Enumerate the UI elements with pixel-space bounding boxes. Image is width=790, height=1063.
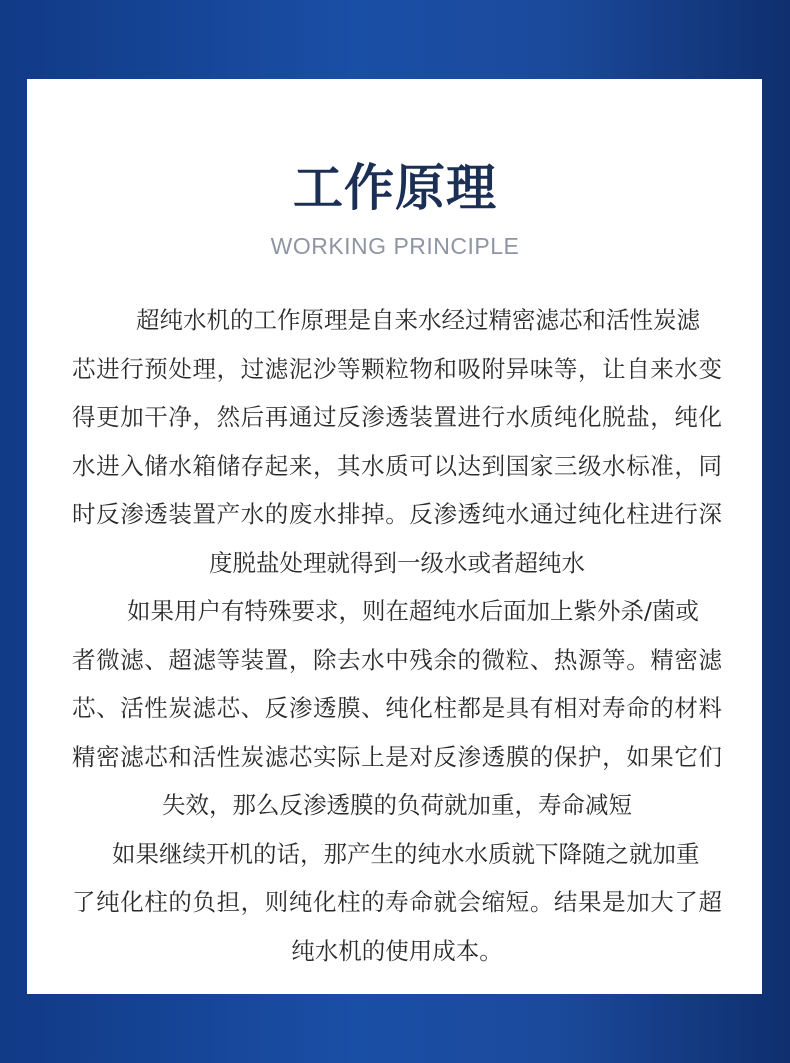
- paragraph-principle: [72, 296, 722, 587]
- text-line: 了纯化柱的负担，则纯化柱的寿命就会缩短。结果是加大了超: [72, 888, 722, 916]
- text-line: 得更加干净，然后再通过反渗透装置进行水质纯化脱盐，纯化: [72, 403, 722, 431]
- page-subtitle: WORKING PRINCIPLE: [270, 233, 520, 259]
- text-line: 芯、活性炭滤芯、反渗透膜、纯化柱都是具有相对寿命的材料: [72, 694, 722, 722]
- page-title: 工作原理: [293, 159, 497, 217]
- text-line: 如果用户有特殊要求，则在超纯水后面加上紫外杀/菌或: [127, 597, 699, 625]
- text-line: 精密滤芯和活性炭滤芯实际上是对反渗透膜的保护，如果它们: [72, 742, 722, 771]
- text-line: 如果继续开机的话，那产生的纯水水质就下降随之就加重: [112, 839, 700, 868]
- text-line: 纯水机的使用成本。: [291, 936, 503, 965]
- text-line: 者微滤、超滤等装置，除去水中残余的微粒、热源等。精密滤: [72, 645, 722, 674]
- text-line: 芯进行预处理，过滤泥沙等颗粒物和吸附异味等，让自来水变: [72, 354, 722, 383]
- paragraph-consequence: [72, 830, 722, 976]
- text-line: 超纯水机的工作原理是自来水经过精密滤芯和活性炭滤: [136, 306, 700, 334]
- text-line: 水进入储水箱储存起来，其水质可以达到国家三级水标准，同: [72, 451, 722, 480]
- text-line: 失效，那么反渗透膜的负荷就加重，寿命减短: [162, 791, 632, 819]
- paragraph-special-requirements: [72, 587, 722, 830]
- body-text: [72, 296, 722, 975]
- text-line: 度脱盐处理就得到一级水或者超纯水: [209, 548, 585, 577]
- text-line: 时反渗透装置产水的废水排掉。反渗透纯水通过纯化柱进行深: [72, 500, 722, 528]
